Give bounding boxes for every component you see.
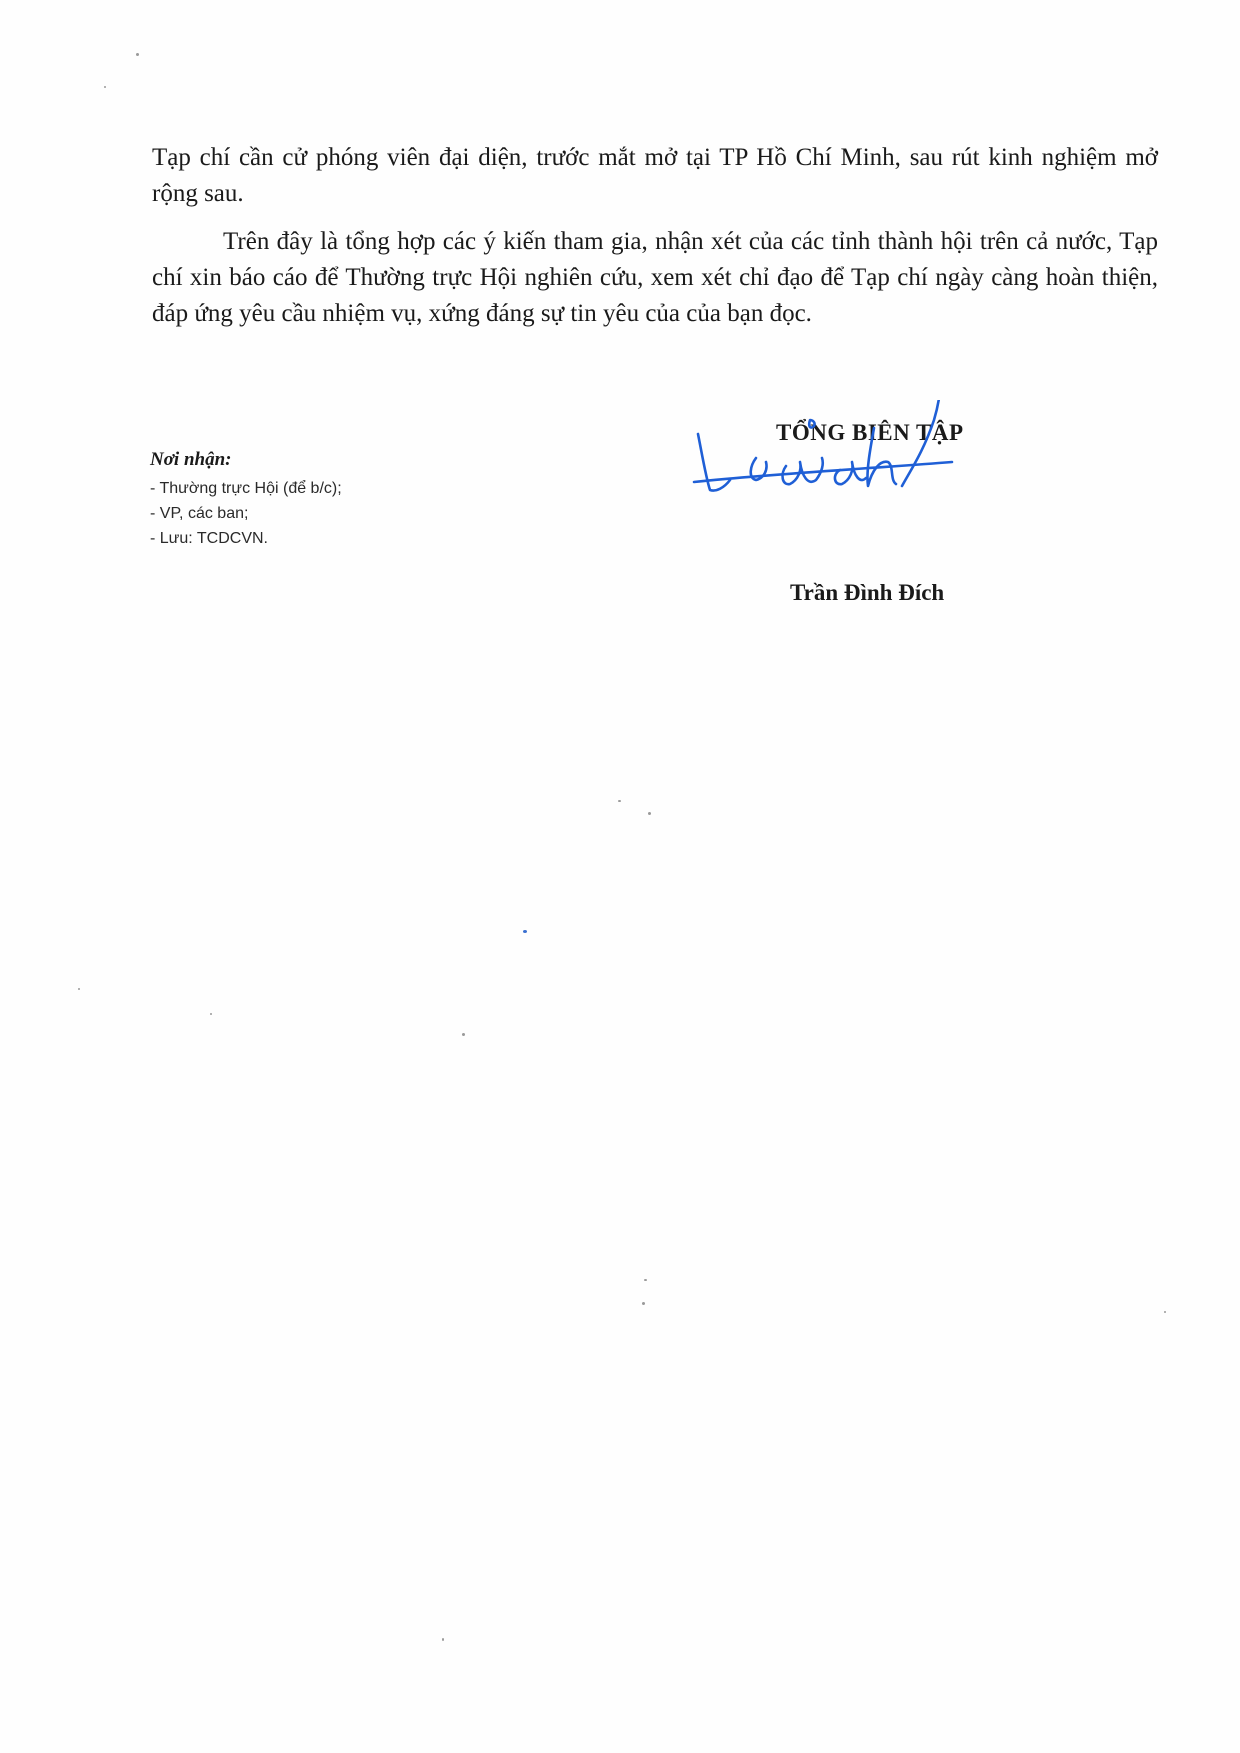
- body-paragraph-2: Trên đây là tổng hợp các ý kiến tham gia, nhận xét của các tỉnh thành hội trên cả nước, Tạp chí xin báo cáo để Thường trực Hội nghiên cứu, xem xét chỉ đạo để Tạp chí ngày càng hoàn thiện, đáp ứng yêu cầu nhiệm vụ, xứng đáng sự tin yêu của của bạn đọc.: [152, 228, 1158, 327]
- scan-speck: [104, 86, 106, 88]
- scan-speck: [462, 1033, 465, 1036]
- recipients-title: Nơi nhận:: [150, 449, 232, 470]
- scan-speck: [1164, 1311, 1166, 1313]
- scan-speck: [648, 812, 651, 815]
- signature-block: [690, 400, 1090, 630]
- scan-speck: [210, 1013, 212, 1015]
- scan-speck: [523, 930, 527, 933]
- scan-speck: [642, 1302, 645, 1305]
- scan-speck: [136, 53, 139, 56]
- recipient-item: - Lưu: TCDCVN.: [150, 530, 268, 547]
- scan-speck: [442, 1638, 444, 1641]
- recipients-block: [150, 448, 530, 551]
- handwritten-signature: [690, 400, 1090, 600]
- signer-title: TỔNG BIÊN TẬP: [776, 420, 964, 445]
- recipient-item: - Thường trực Hội (để b/c);: [150, 480, 342, 497]
- body-paragraph-1: Tạp chí cần cử phóng viên đại diện, trước mắt mở tại TP Hồ Chí Minh, sau rút kinh nghiệm mở rộng sau.: [152, 144, 1158, 207]
- scan-speck: [644, 1279, 647, 1281]
- recipient-item: - VP, các ban;: [150, 505, 249, 522]
- scan-speck: [618, 800, 621, 802]
- signer-name: Trần Đình Đích: [790, 580, 945, 605]
- scan-speck: [78, 988, 80, 990]
- recipient-list: [150, 476, 530, 551]
